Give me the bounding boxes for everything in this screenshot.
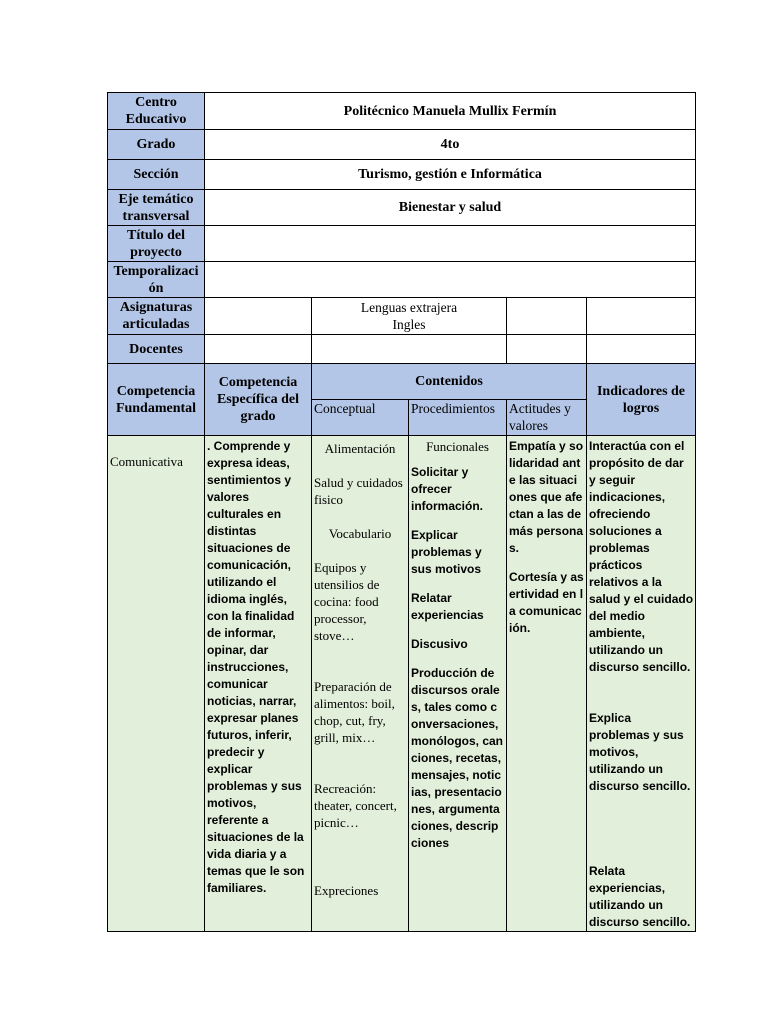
header-procedimientos: Procedimientos (409, 400, 507, 436)
indicadores-interactua: Interactúa con el propósito de dar y seguir indicaciones, ofreciendo soluciones a problemas prácticos relativos a la salud y el cuidado del medio ambiente, utilizando un discurso sencillo. (589, 439, 694, 674)
row-eje-tematico (108, 190, 696, 226)
row-header-top (108, 364, 696, 400)
actitudes-cortesia: Cortesía y asertividad en la comunicación. (509, 570, 584, 635)
asignaturas-empty-1 (205, 298, 312, 335)
conceptual-equipos: Equipos y utensilios de cocina: food processor, stove… (314, 560, 380, 643)
value-seccion: Turismo, gestión e Informática (205, 160, 696, 190)
label-temporalizacion: Temporalización (108, 262, 205, 298)
body-conceptual (312, 436, 409, 932)
row-body (108, 436, 696, 932)
label-asignaturas: Asignaturas articuladas (108, 298, 205, 335)
docentes-empty-3 (507, 335, 587, 364)
asignaturas-line-1: Lenguas extrajera (360, 300, 458, 315)
body-indicadores (587, 436, 696, 932)
row-titulo-proyecto (108, 226, 696, 262)
label-eje-tematico: Eje temático transversal (108, 190, 205, 226)
row-centro-educativo (108, 93, 696, 130)
label-centro-educativo: Centro Educativo (108, 93, 205, 130)
value-eje-tematico: Bienestar y salud (205, 190, 696, 226)
docentes-empty-2 (312, 335, 507, 364)
header-indicadores: Indicadores de logros (587, 364, 696, 436)
body-procedimientos (409, 436, 507, 932)
conceptual-salud: Salud y cuidados fisico (314, 475, 403, 507)
project-plan-table (107, 92, 696, 932)
label-grado: Grado (108, 130, 205, 160)
header-competencia-fundamental: Competencia Fundamental (108, 364, 205, 436)
value-centro-educativo: Politécnico Manuela Mullix Fermín (205, 93, 696, 130)
label-titulo-proyecto: Título del proyecto (108, 226, 205, 262)
docentes-empty-4 (587, 335, 696, 364)
body-actitudes (507, 436, 587, 932)
body-fundamental: Comunicativa (108, 436, 205, 932)
conceptual-recreacion: Recreación: theater, concert, picnic… (314, 781, 397, 830)
body-especifica: . Comprende y expresa ideas, sentimientos y valores culturales en distintas situaciones de comunicación, utilizando el idioma inglés, con la finalidad de informar, opinar, dar instrucciones, comunicar noticias, narrar, expresar planes futuros, inferir, predecir y explicar problemas y sus motivos, referente a situaciones de la vida diaria y a temas que le son familiares. (205, 436, 312, 932)
value-asignaturas (312, 298, 507, 335)
value-grado: 4to (205, 130, 696, 160)
row-docentes (108, 335, 696, 364)
row-seccion (108, 160, 696, 190)
header-competencia-especifica: Competencia Específica del grado (205, 364, 312, 436)
row-asignaturas (108, 298, 696, 335)
conceptual-expreciones: Expreciones (314, 883, 379, 898)
conceptual-preparacion: Preparación de alimentos: boil, chop, cut, fry, grill, mix… (314, 679, 395, 745)
procedimientos-produccion: Producción de discursos orales, tales como conversaciones, monólogos, canciones, recetas, mensajes, noticias, presentaciones, argumentaciones, descripciones (411, 666, 504, 850)
indicadores-explica: Explica problemas y sus motivos, utilizando un discurso sencillo. (589, 711, 691, 793)
indicadores-relata: Relata experiencias, utilizando un discurso sencillo. (589, 864, 691, 929)
row-grado (108, 130, 696, 160)
header-contenidos: Contenidos (312, 364, 587, 400)
procedimientos-funcionales: Funcionales (426, 439, 489, 454)
row-temporalizacion (108, 262, 696, 298)
actitudes-empatia: Empatía y solidaridad ante las situaciones que afectan a las demás personas. (509, 439, 584, 555)
procedimientos-relatar: Relatar experiencias (411, 591, 484, 622)
asignaturas-line-2: Ingles (392, 317, 426, 332)
docentes-empty-1 (205, 335, 312, 364)
header-conceptual: Conceptual (312, 400, 409, 436)
value-titulo-proyecto (205, 226, 696, 262)
value-temporalizacion (205, 262, 696, 298)
header-actitudes: Actitudes y valores (507, 400, 587, 436)
procedimientos-solicitar: Solicitar y ofrecer información. (411, 465, 484, 513)
conceptual-vocabulario: Vocabulario (328, 526, 392, 541)
procedimientos-discusivo: Discusivo (411, 637, 468, 651)
asignaturas-empty-3 (587, 298, 696, 335)
label-seccion: Sección (108, 160, 205, 190)
conceptual-alimentacion: Alimentación (324, 441, 396, 456)
procedimientos-explicar: Explicar problemas y sus motivos (411, 528, 482, 576)
label-docentes: Docentes (108, 335, 205, 364)
asignaturas-empty-2 (507, 298, 587, 335)
